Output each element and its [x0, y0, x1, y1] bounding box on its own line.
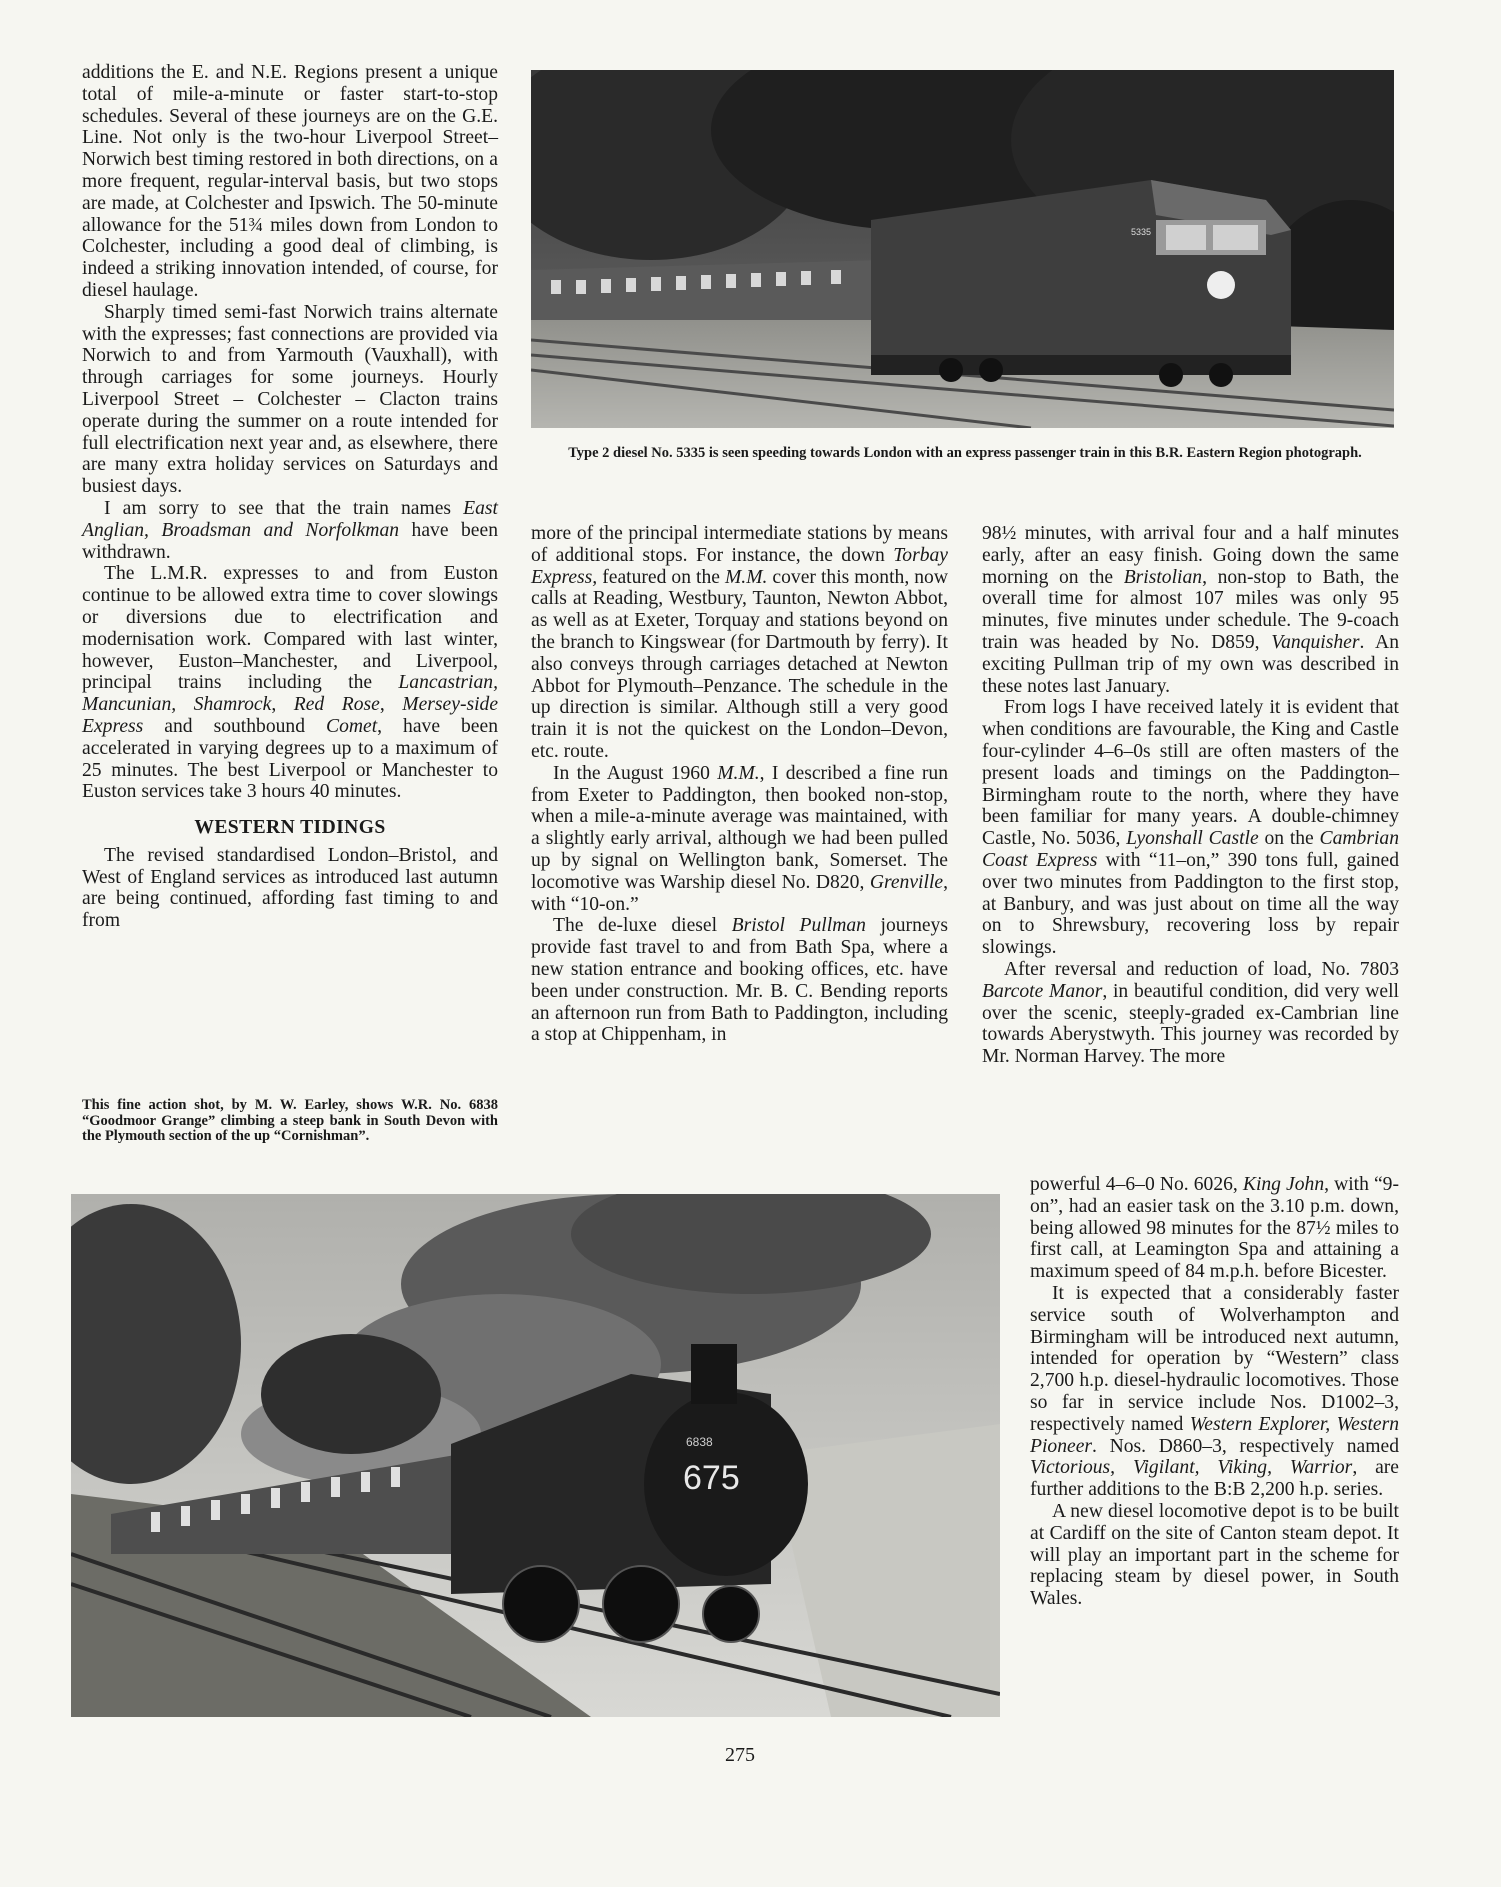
diesel-number-plate: 5335 — [1131, 227, 1152, 237]
col2-paragraph-1: more of the principal intermediate stations by means of additional stops. For instance, the down Torbay Express, featured on the M.M. cover this month, now calls at Reading, Westbury, Taunton, Newton Abbot, as well as at Exeter, Torquay and stations beyond on the branch to Kingswear (for Dartmouth by ferry). It also conveys through carriages detached at Newton Abbot for Plymouth–Penzance. The schedule in the up direction is similar. Although still a very good train it is not the quickest on the London–Devon, etc. route. — [531, 523, 948, 762]
diesel-photo-caption: Type 2 diesel No. 5335 is seen speeding towards London with an express passenger train in this B.R. Eastern Region photograph. — [568, 445, 1362, 461]
col3-paragraph-5: A new diesel locomotive depot is to be built at Cardiff on the site of Canton steam depot. It will play an important part in the scheme for replacing steam by diesel power, in South Wales. — [1030, 1500, 1399, 1610]
article-column-3 — [982, 523, 1399, 1068]
smokebox-number-plate: 6838 — [686, 1435, 713, 1449]
reporting-number-board: 675 — [683, 1459, 740, 1497]
page-number: 275 — [725, 1744, 755, 1766]
diesel-train-photo — [531, 70, 1394, 428]
col3-paragraph-4: It is expected that a considerably faster service south of Wolverhampton and Birmingham will be introduced next autumn, intended for operation by “Western” class 2,700 h.p. diesel-hydraulic locomotives. Those so far in service include Nos. D1002–3, respectively named Western Explorer, Western Pioneer. Nos. D860–3, respectively named Victorious, Vigilant, Viking, Warrior, are further additions to the B:B 2,200 h.p. series. — [1030, 1282, 1400, 1501]
steam-photo-caption: This fine action shot, by M. W. Earley, shows W.R. No. 6838 “Goodmoor Grange” climbing a steep bank in South Devon with the Plymouth section of the up “Cornishman”. — [82, 1097, 498, 1144]
col1-paragraph-5: The revised standardised London–Bristol, and West of England services as introduced last autumn are being continued, affording fast timing to and from — [82, 844, 498, 932]
col3-paragraph-3: After reversal and reduction of load, No. 7803 Barcote Manor, in beautiful condition, did very well over the scenic, steeply-graded ex-Cambrian line towards Aberystwyth. This journey was recorded by Mr. Norman Harvey. The more — [982, 958, 1399, 1068]
col1-paragraph-2: Sharply timed semi-fast Norwich trains alternate with the expresses; fast connections are provided via Norwich to and from Yarmouth (Vauxhall), with through carriages for some journeys. Hourly Liverpool Street – Colchester – Clacton trains operate during the summer on a route intended for full electrification next year and, as elsewhere, there are many extra holiday services on Saturdays and busiest days. — [82, 301, 498, 498]
col3-paragraph-1: 98½ minutes, with arrival four and a half minutes early, after an easy finish. Going down the same morning on the Bristolian, non-stop to Bath, the overall time for almost 107 miles was only 95 minutes, five minutes under schedule. The 9-coach train was headed by No. D859, Vanquisher. An exciting Pullman trip of my own was described in these notes last January. — [982, 523, 1400, 697]
article-column-2 — [531, 523, 948, 1046]
article-column-3-continued — [1030, 1174, 1399, 1610]
col1-paragraph-1: additions the E. and N.E. Regions present a unique total of mile-a-minute or faster start-to-stop schedules. Several of these journeys are on the G.E. Line. Not only is the two-hour Liverpool Street–Norwich best timing restored in both directions, on a more frequent, regular-interval basis, but two stops are made, at Colchester and Ipswich. The 50-minute allowance for the 51¾ miles down from London to Colchester, including a good deal of climbing, is indeed a striking innovation intended, of course, for diesel haulage. — [82, 62, 498, 301]
col2-paragraph-3: The de-luxe diesel Bristol Pullman journeys provide fast travel to and from Bath Spa, where a new station entrance and booking offices, etc. have been under construction. Mr. B. C. Bending reports an afternoon run from Bath to Paddington, including a stop at Chippenham, in — [531, 915, 948, 1046]
section-heading: WESTERN TIDINGS — [194, 817, 386, 839]
col2-paragraph-2: In the August 1960 M.M., I described a fine run from Exeter to Paddington, then booked non-stop, when a mile-a-minute average was maintained, with a slightly early arrival, although we had been pulled up by signal on Wellington bank, Somerset. The locomotive was Warship diesel No. D820, Grenville, with “10-on.” — [531, 762, 948, 915]
col1-paragraph-4: The L.M.R. expresses to and from Euston continue to be allowed extra time to cover slowings or diversions due to electrification and modernisation work. Compared with last winter, however, Euston–Manchester, and Liverpool, principal trains including the Lancastrian, Mancunian, Shamrock, Red Rose, Mersey-side Express and southbound Comet, have been accelerated in varying degrees up to a maximum of 25 minutes. The best Liverpool or Manchester to Euston services take 3 hours 40 minutes. — [82, 563, 499, 803]
steam-train-photo — [71, 1194, 1000, 1717]
col3-paragraph-3-continued: powerful 4–6–0 No. 6026, King John, with “9-on”, had an easier task on the 3.10 p.m. down, being allowed 98 minutes for the 87½ miles to first call, at Leamington Spa and attaining a maximum speed of 84 m.p.h. before Bicester. — [1030, 1174, 1399, 1283]
article-column-1 — [82, 62, 498, 932]
col3-paragraph-2: From logs I have received lately it is evident that when conditions are favourable, the King and Castle four-cylinder 4–6–0s still are often masters of the present loads and timings on the Paddington–Birmingham route to the north, where they have been familiar for many years. A double-chimney Castle, No. 5036, Lyonshall Castle on the Cambrian Coast Express with “11–on,” 390 tons full, gained over two minutes from Paddington to the first stop, at Banbury, and was just about on time all the way on to Shrewsbury, recovering loss by repair slowings. — [982, 697, 1400, 959]
col1-paragraph-3: I am sorry to see that the train names East Anglian, Broadsman and Norfolkman have been withdrawn. — [82, 497, 498, 563]
